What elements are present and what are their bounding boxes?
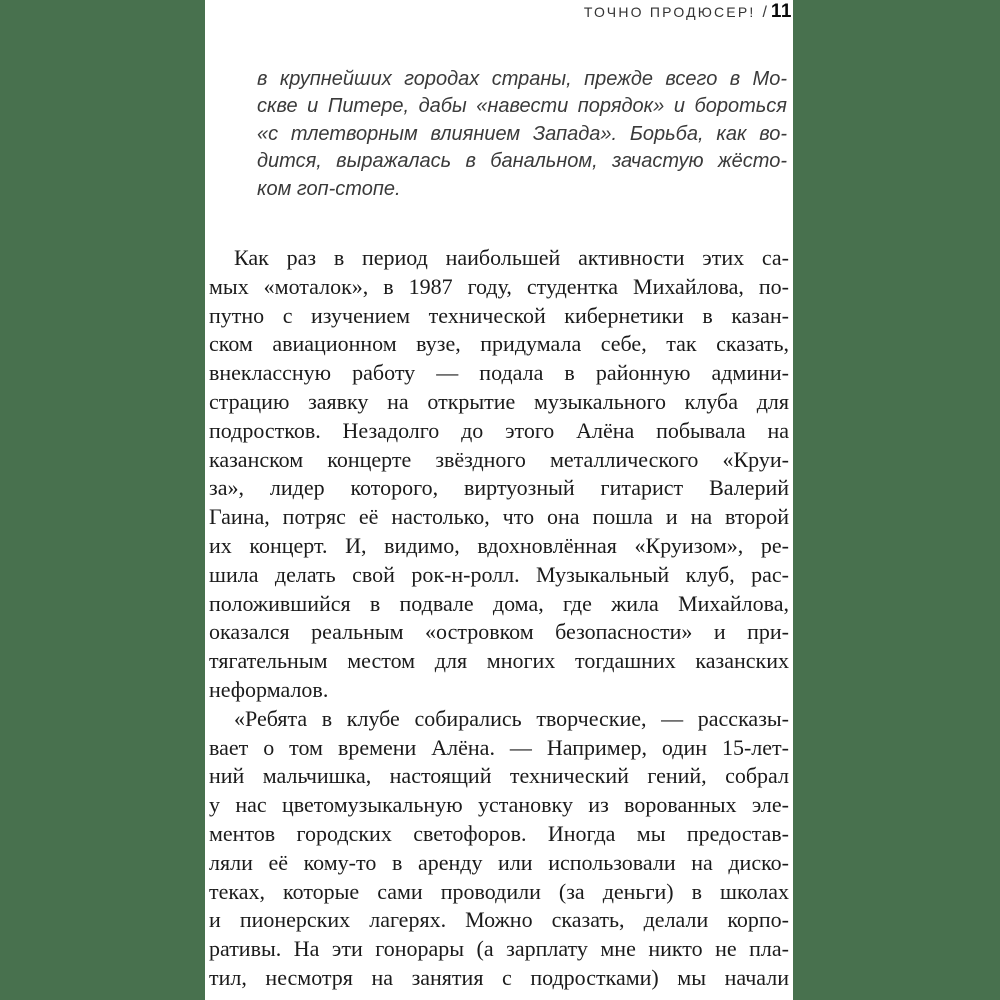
- body-line: тил, несмотря на занятия с подростками) мы начали: [209, 964, 789, 990]
- body-line: ском авиационном вузе, придумала себе, так сказать,: [209, 331, 789, 357]
- running-header: [584, 1, 792, 23]
- epigraph-line: скве и Питере, дабы «навести порядок» и бороться: [257, 95, 787, 118]
- epigraph-line: ком гоп-стопе.: [257, 177, 401, 200]
- body-line: их концерт. И, видимо, вдохновлённая «Круизом», ре-: [209, 532, 789, 558]
- body-line: вает о том времени Алёна. — Например, один 15-лет-: [209, 734, 789, 760]
- body-line: «Ребята в клубе собирались творческие, — рассказы-: [234, 705, 789, 731]
- page-number: 11: [770, 1, 792, 22]
- body-line: Гаина, потряс её настолько, что она пошла и на второй: [209, 504, 789, 530]
- epigraph-line: дится, выражалась в банальном, зачастую жёсто-: [257, 150, 787, 173]
- body-line: неформалов.: [209, 676, 329, 702]
- epigraph: [257, 66, 787, 203]
- running-header-separator: /: [762, 4, 767, 21]
- epigraph-line: «с тлетворным влиянием Запада». Борьба, как во-: [257, 122, 787, 145]
- body-line: теках, которые сами проводили (за деньги) в школах: [209, 878, 789, 904]
- body-line: положившийся в подвале дома, где жила Михайлова,: [209, 590, 789, 616]
- body-line: ляли её кому-то в аренду или использовали на диско-: [209, 849, 789, 875]
- body-line: оказался реальным «островком безопасности» и при-: [209, 619, 789, 645]
- body-line: путно с изучением технической кибернетики в казан-: [209, 302, 789, 328]
- body-line: казанском концерте звёздного металлического «Круи-: [209, 446, 789, 472]
- body-line: Как раз в период наибольшей активности этих са-: [234, 245, 789, 270]
- body-text: [209, 244, 789, 993]
- body-line: ний мальчишка, настоящий технический гений, собрал: [209, 763, 789, 789]
- book-page: [205, 0, 793, 1000]
- body-line: тягательным местом для многих тогдашних казанских: [209, 648, 789, 674]
- body-line: страцию заявку на открытие музыкального клуба для: [209, 388, 789, 414]
- body-line: и пионерских лагерях. Можно сказать, делали корпо-: [209, 907, 789, 933]
- body-line: мых «моталок», в 1987 году, студентка Михайлова, по-: [209, 273, 789, 299]
- body-line: подростков. Незадолго до этого Алёна побывала на: [209, 417, 789, 443]
- body-line: за», лидер которого, виртуозный гитарист Валерий: [209, 475, 789, 501]
- epigraph-line: в крупнейших городах страны, прежде всего в Мо-: [257, 68, 787, 90]
- body-line: ментов городских светофоров. Иногда мы предостав-: [209, 820, 789, 846]
- body-line: у нас цветомузыкальную установку из ворованных эле-: [209, 792, 789, 818]
- body-line: внеклассную работу — подала в районную админи-: [209, 360, 789, 386]
- running-header-title: ТОЧНО ПРОДЮСЕР!: [583, 4, 756, 20]
- body-line: шила делать свой рок-н-ролл. Музыкальный клуб, рас-: [209, 561, 789, 587]
- body-line: ративы. На эти гонорары (а зарплату мне никто не пла-: [209, 936, 789, 962]
